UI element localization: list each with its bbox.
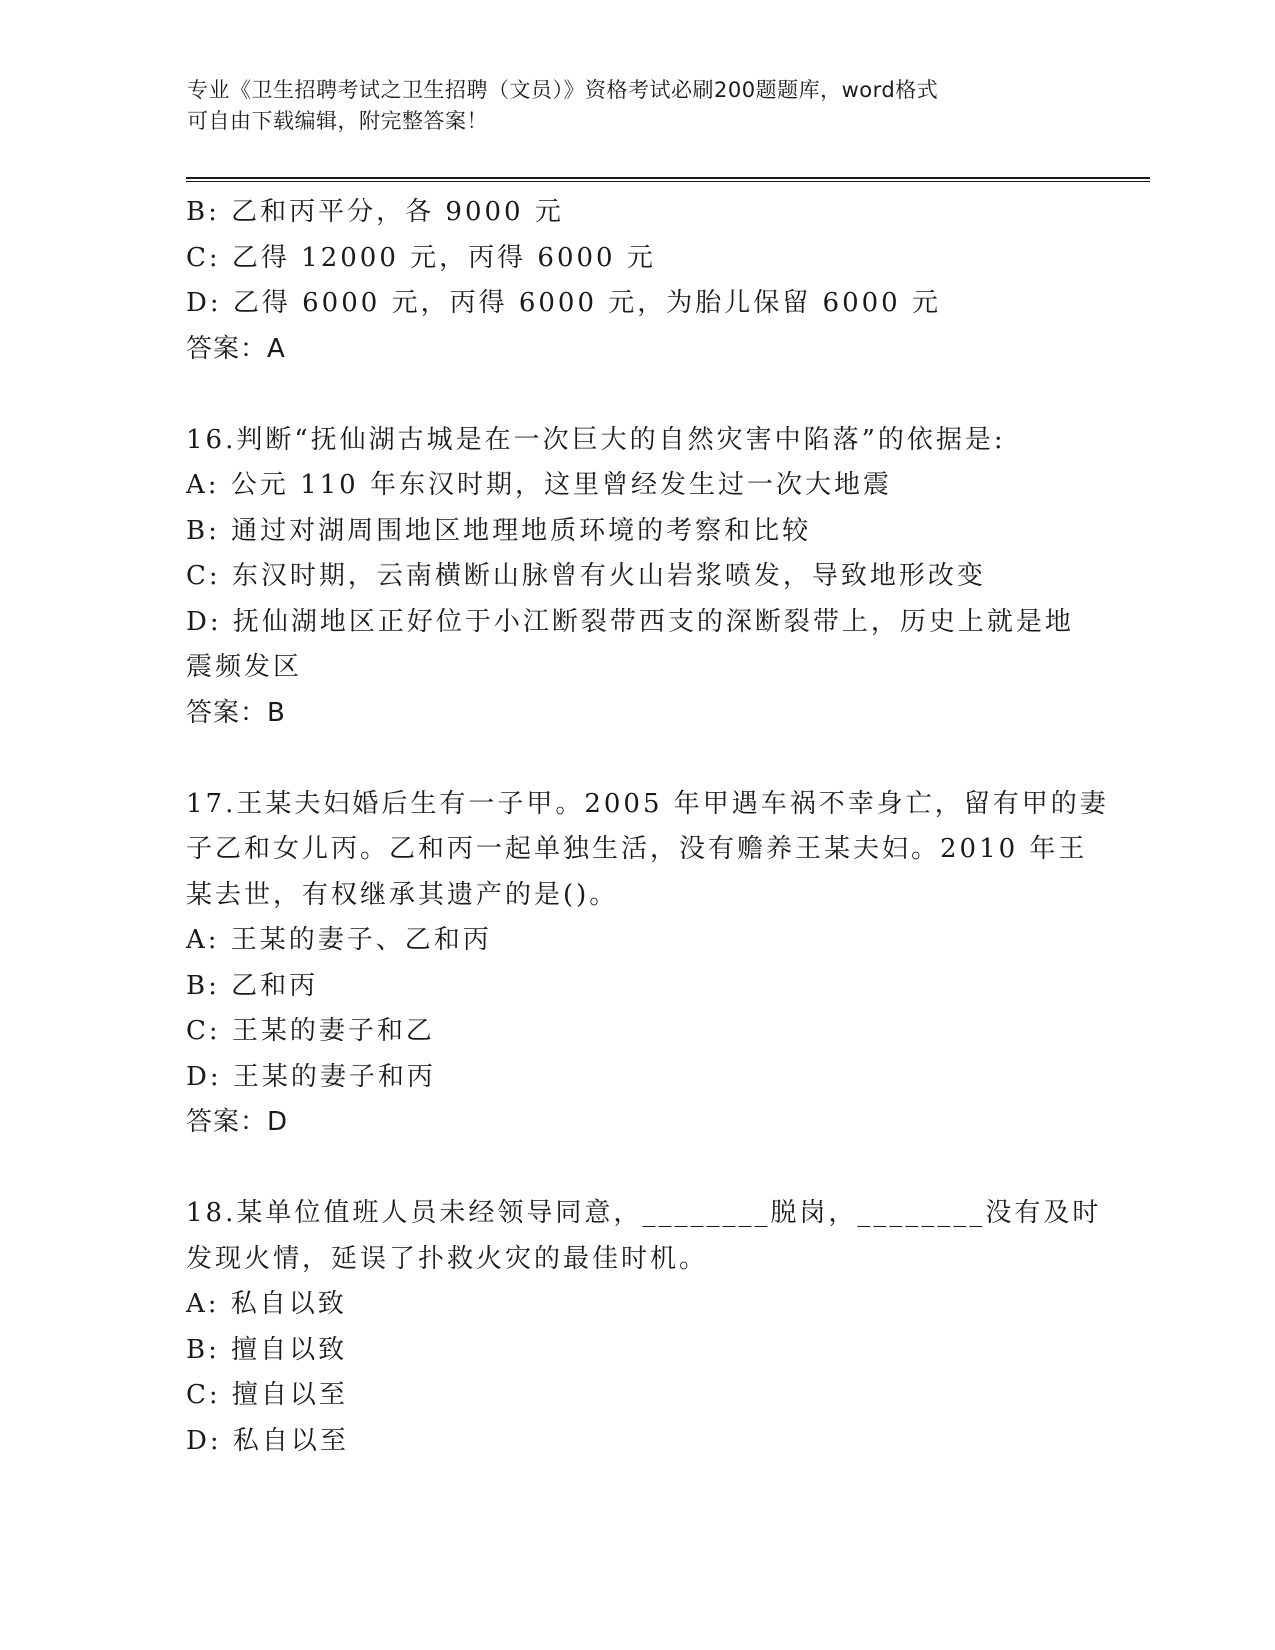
q18-stem-line-1: 18.某单位值班人员未经领导同意，________脱岗，________没有及时	[186, 1198, 1102, 1228]
q17-stem-line-1: 17.王某夫妇婚后生有一子甲。2005 年甲遇车祸不幸身亡，留有甲的妻	[186, 788, 1109, 819]
q15-option-c: C: 乙得 12000 元，丙得 6000 元	[186, 242, 656, 273]
q15-option-b: B: 乙和丙平分，各 9000 元	[186, 197, 564, 227]
question-spacer	[186, 372, 1086, 418]
header-divider-thick	[186, 177, 1150, 179]
header-divider-thin	[186, 181, 1150, 182]
q17-answer: 答案：D	[186, 1107, 289, 1137]
question-content	[186, 190, 1109, 1464]
header-title-line-1: 专业《卫生招聘考试之卫生招聘（文员）》资格考试必刷200题题库，word格式	[187, 78, 939, 102]
q18-option-b: B: 擅自以致	[186, 1334, 348, 1365]
q17-option-c: C: 王某的妻子和乙	[186, 1016, 435, 1046]
q18-option-c: C: 擅自以至	[186, 1380, 348, 1410]
page-header	[187, 75, 1067, 137]
header-title-line-2: 可自由下载编辑，附完整答案！	[187, 109, 488, 133]
question-spacer	[186, 1146, 1086, 1192]
q15-answer: 答案：A	[186, 333, 286, 364]
q16-answer: 答案：B	[186, 697, 286, 728]
q17-option-d: D: 王某的妻子和丙	[186, 1061, 436, 1092]
q16-stem: 16.判断“抚仙湖古城是在一次巨大的自然灾害中陷落”的依据是:	[186, 424, 1006, 455]
q17-stem-line-2: 子乙和女儿丙。乙和丙一起单独生活，没有赡养王某夫妇。2010 年王	[186, 834, 1088, 864]
q15-option-d: D: 乙得 6000 元，丙得 6000 元，为胎儿保留 6000 元	[186, 288, 941, 318]
q17-stem-line-3: 某去世，有权继承其遗产的是()。	[186, 879, 619, 910]
q17-option-a: A: 王某的妻子、乙和丙	[186, 925, 492, 955]
q18-stem-line-2: 发现火情，延误了扑救火灾的最佳时机。	[186, 1243, 709, 1274]
q16-option-d-continued: 震频发区	[186, 652, 303, 682]
q16-option-a: A: 公元 110 年东汉时期，这里曾经发生过一次大地震	[186, 470, 892, 500]
q18-option-d: D: 私自以至	[186, 1425, 349, 1456]
q16-option-c: C: 东汉时期，云南横断山脉曾有火山岩浆喷发，导致地形改变	[186, 561, 986, 591]
question-spacer	[186, 736, 1086, 782]
q17-option-b: B: 乙和丙	[186, 970, 319, 1001]
q18-option-a: A: 私自以致	[186, 1289, 347, 1319]
q16-option-b: B: 通过对湖周围地区地理地质环境的考察和比较	[186, 515, 812, 546]
q16-option-d: D: 抚仙湖地区正好位于小江断裂带西支的深断裂带上，历史上就是地	[186, 606, 1074, 637]
